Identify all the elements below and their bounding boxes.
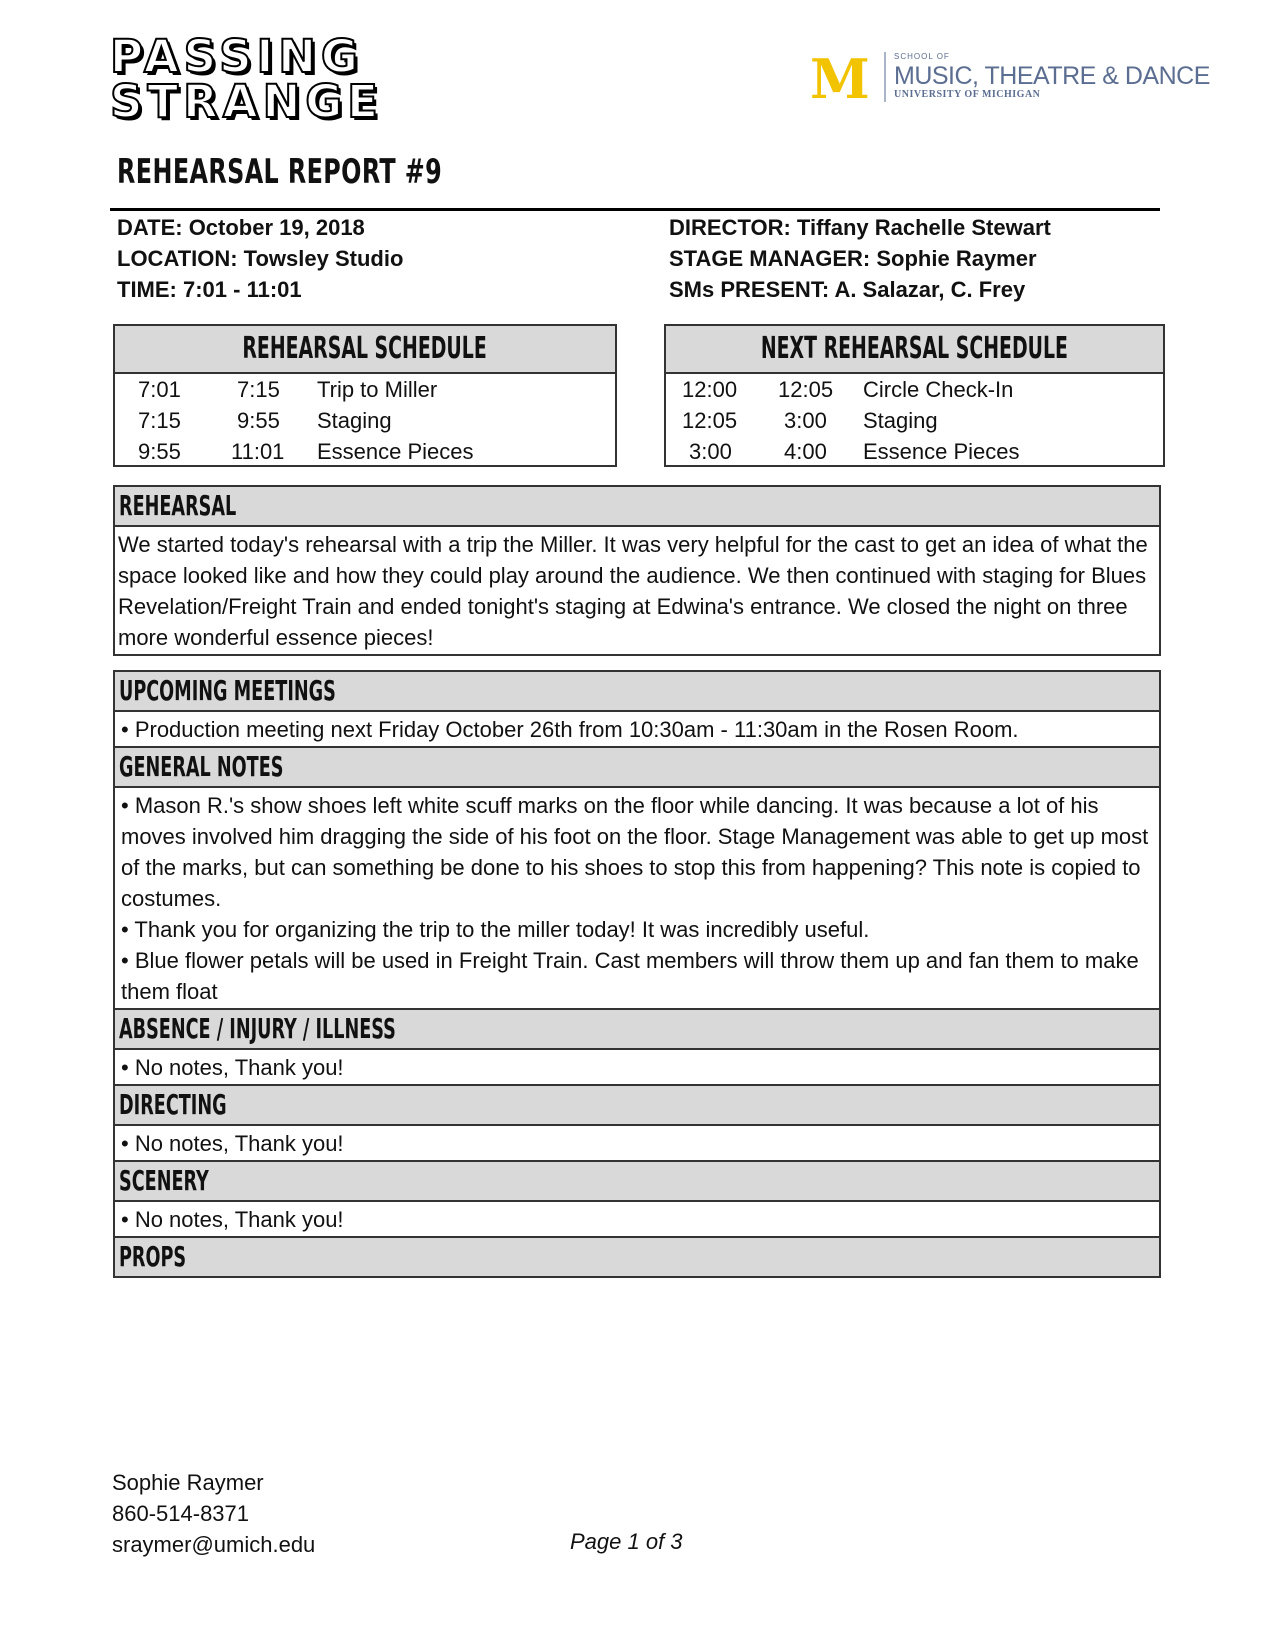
upcoming-meeting-note: • Production meeting next Friday October 26th from 10:30am - 11:30am in the Rosen Room. xyxy=(121,717,1019,742)
next-schedule-row xyxy=(666,436,1163,467)
block-m-icon: M xyxy=(810,47,870,111)
schedule-start: 7:15 xyxy=(138,408,181,433)
contact-name: Sophie Raymer xyxy=(112,1470,264,1495)
schedule-item: Staging xyxy=(317,408,392,433)
directing-note: • No notes, Thank you! xyxy=(121,1131,344,1156)
next-schedule-item: Essence Pieces xyxy=(863,439,1020,464)
scenery-header xyxy=(115,1160,1159,1202)
next-schedule-end: 3:00 xyxy=(784,408,827,433)
schedule-end: 7:15 xyxy=(237,377,280,402)
upcoming-meetings-header xyxy=(115,670,1159,712)
next-schedule-end: 12:05 xyxy=(778,377,834,402)
schedule-item: Trip to Miller xyxy=(317,377,438,402)
upcoming-meetings-body xyxy=(115,712,1159,746)
next-schedule-end: 4:00 xyxy=(784,439,827,464)
next-schedule-box xyxy=(664,324,1165,467)
rehearsal-title: REHEARSAL xyxy=(119,489,237,522)
report-title: REHEARSAL REPORT #9 xyxy=(117,152,443,192)
next-schedule-start: 12:05 xyxy=(682,408,738,433)
contact-email: sraymer@umich.edu xyxy=(112,1532,316,1557)
schedule-start: 7:01 xyxy=(138,377,181,402)
next-schedule-row xyxy=(666,374,1163,405)
rehearsal-schedule-box xyxy=(113,324,617,467)
rehearsal-schedule-header xyxy=(115,326,615,374)
general-notes-body xyxy=(115,788,1159,1008)
rehearsal-section xyxy=(113,485,1161,656)
info-left xyxy=(117,212,403,305)
page-number: Page 1 of 3 xyxy=(570,1529,683,1554)
date-line: DATE: October 19, 2018 xyxy=(117,215,365,240)
general-note: • Mason R.'s show shoes left white scuff marks on the floor while dancing. It was because a lot of his moves involved him dragging the side of his foot on the floor. Stage Management was able to get up most of the marks, but can something be done to his shoes to stop this from happening? This note is copied to costumes. xyxy=(121,793,1149,911)
scenery-note: • No notes, Thank you! xyxy=(121,1207,344,1232)
next-schedule-title: NEXT REHEARSAL SCHEDULE xyxy=(760,331,1069,366)
logo-school-name: MUSIC, THEATRE & DANCE xyxy=(894,62,1210,90)
rehearsal-header xyxy=(115,485,1159,527)
next-schedule-row xyxy=(666,405,1163,436)
directing-title: DIRECTING xyxy=(119,1088,227,1121)
sms-present-line: SMs PRESENT: A. Salazar, C. Frey xyxy=(669,277,1026,302)
rehearsal-schedule-title: REHEARSAL SCHEDULE xyxy=(242,331,488,366)
absence-title: ABSENCE / INJURY / ILLNESS xyxy=(119,1012,396,1045)
schedule-start: 9:55 xyxy=(138,439,181,464)
schedule-end: 9:55 xyxy=(237,408,280,433)
next-schedule-item: Circle Check-In xyxy=(863,377,1014,402)
upcoming-meetings-title: UPCOMING MEETINGS xyxy=(119,674,336,707)
next-schedule-start: 3:00 xyxy=(689,439,732,464)
rehearsal-body xyxy=(115,527,1159,654)
next-schedule-item: Staging xyxy=(863,408,938,433)
title-rule xyxy=(110,208,1160,211)
logo-divider xyxy=(884,52,886,102)
scenery-title: SCENERY xyxy=(119,1164,209,1197)
next-schedule-start: 12:00 xyxy=(682,377,738,402)
schedule-row xyxy=(115,405,615,436)
props-title: PROPS xyxy=(119,1240,187,1273)
absence-header xyxy=(115,1008,1159,1050)
general-note: • Thank you for organizing the trip to the miller today! It was incredibly useful. xyxy=(121,917,870,942)
absence-body xyxy=(115,1050,1159,1084)
general-note: • Blue flower petals will be used in Freight Train. Cast members will throw them up and fan them to make them float xyxy=(121,948,1139,1004)
schedule-row xyxy=(115,436,615,467)
director-line: DIRECTOR: Tiffany Rachelle Stewart xyxy=(669,215,1051,240)
absence-note: • No notes, Thank you! xyxy=(121,1055,344,1080)
notes-sections xyxy=(113,670,1161,1278)
contact-footer xyxy=(112,1467,315,1560)
show-title-line2: STRANGE xyxy=(110,75,383,128)
scenery-body xyxy=(115,1202,1159,1236)
directing-header xyxy=(115,1084,1159,1126)
general-notes-title: GENERAL NOTES xyxy=(119,750,284,783)
show-title-line1: PASSING xyxy=(110,30,363,83)
time-line: TIME: 7:01 - 11:01 xyxy=(117,277,302,302)
rehearsal-text: We started today's rehearsal with a trip the Miller. It was very helpful for the cast to get an idea of what the space looked like and how they could play around the audience. We then continued with staging for Blues Revelation/Freight Train and ended tonight's staging at Edwina's entrance. We closed the night on three more wonderful essence pieces! xyxy=(118,532,1148,650)
schedule-row xyxy=(115,374,615,405)
show-logo xyxy=(110,30,383,128)
location-line: LOCATION: Towsley Studio xyxy=(117,246,404,271)
next-schedule-header xyxy=(666,326,1163,374)
props-header xyxy=(115,1236,1159,1276)
stage-manager-line: STAGE MANAGER: Sophie Raymer xyxy=(669,246,1037,271)
info-right xyxy=(669,212,1051,305)
contact-phone: 860-514-8371 xyxy=(112,1501,250,1526)
general-notes-header xyxy=(115,746,1159,788)
schedule-end: 11:01 xyxy=(231,439,285,464)
directing-body xyxy=(115,1126,1159,1160)
logo-school-of: SCHOOL OF xyxy=(894,52,950,61)
university-logo xyxy=(810,47,1210,111)
logo-university: UNIVERSITY OF MICHIGAN xyxy=(894,89,1041,100)
schedule-item: Essence Pieces xyxy=(317,439,474,464)
